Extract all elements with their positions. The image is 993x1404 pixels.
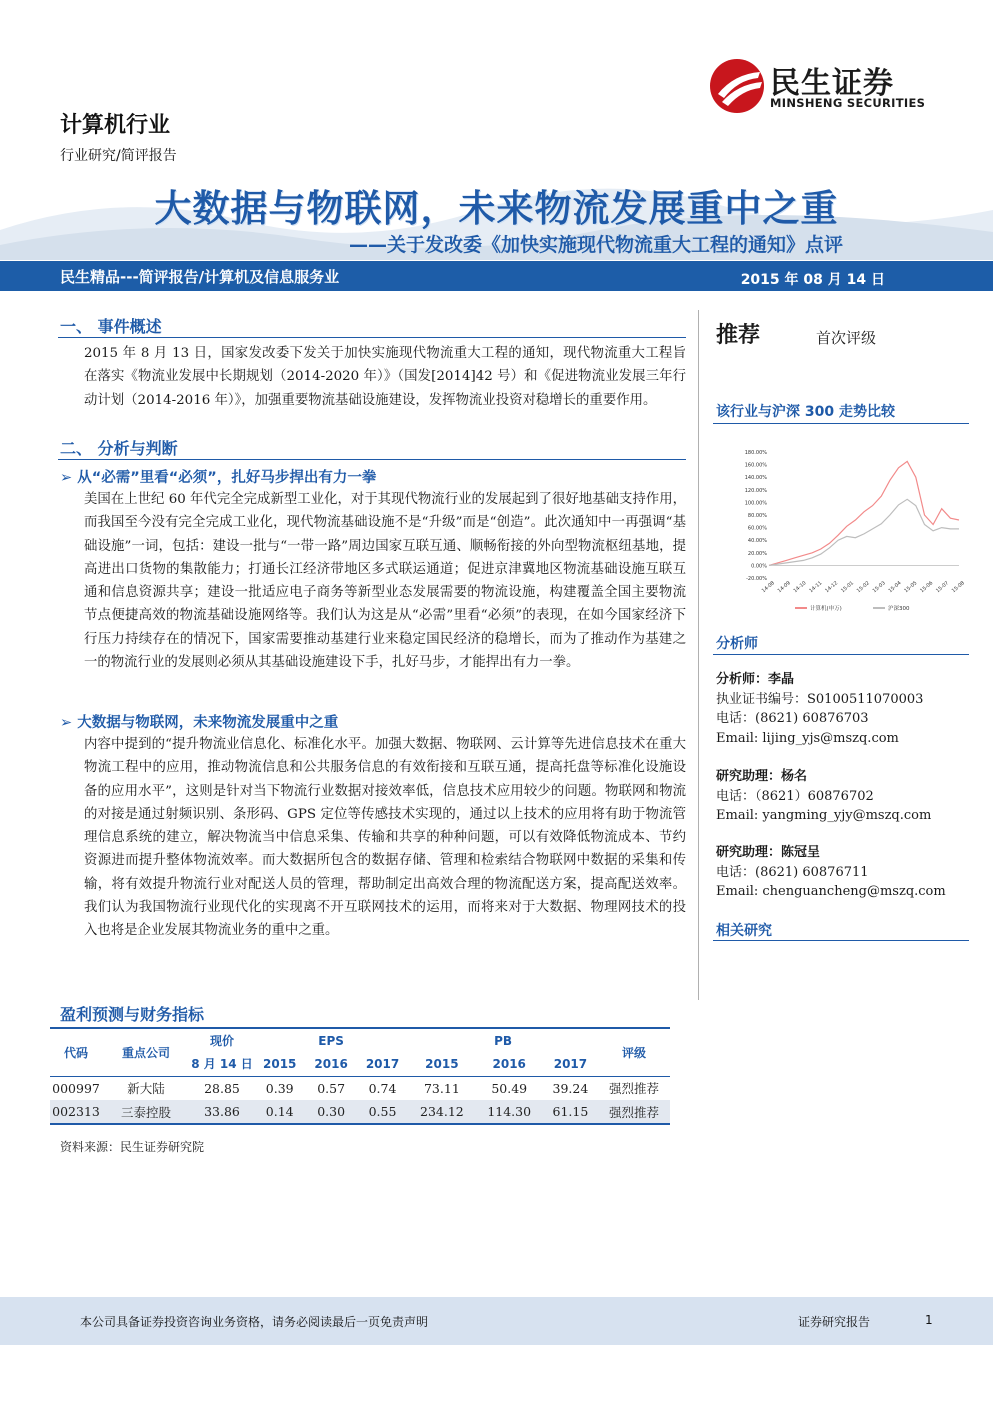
col-price: 现价 (209, 1034, 234, 1048)
cell-value: 0.74 (368, 1080, 397, 1096)
analyst-heading-rule (713, 654, 969, 655)
financial-table (50, 1027, 670, 1125)
y-tick-label: 140.00% (744, 475, 767, 482)
analyst-3-tel: 电话：(8621) 60876711 (716, 864, 869, 880)
col-pb: PB (494, 1033, 513, 1048)
x-tick-label: 15-03 (871, 580, 887, 595)
col-eps: EPS (318, 1033, 344, 1048)
logo-name-cn: 民生证券 (770, 66, 894, 101)
analyst-heading: 分析师 (716, 636, 758, 652)
col-company: 重点公司 (121, 1045, 170, 1060)
industry-label: 计算机行业 (60, 113, 171, 138)
analyst-1-tel: 电话：(8621) 60876703 (716, 711, 869, 726)
x-tick-label: 15-02 (855, 580, 871, 595)
cell-value: 39.24 (552, 1080, 589, 1096)
section-1-title: 一、 事件概述 (60, 317, 162, 336)
trend-chart (733, 440, 966, 620)
cell-rating: 强烈推荐 (608, 1104, 659, 1120)
y-tick-label: 40.00% (747, 538, 767, 545)
table-row (50, 1076, 670, 1100)
section-2-title: 二、 分析与判断 (60, 439, 178, 458)
cell-price: 28.85 (204, 1080, 240, 1096)
report-type: 行业研究/简评报告 (60, 148, 177, 164)
footer-label: 证券研究报告 (798, 1315, 871, 1329)
x-tick-label: 14-10 (792, 580, 808, 595)
analyst-2-tel: 电话：（8621）60876702 (716, 788, 874, 804)
y-tick-label: -20.00% (746, 576, 767, 582)
col-year: 2017 (553, 1056, 588, 1071)
cell-price: 33.86 (204, 1104, 240, 1119)
rating: 推荐 (716, 323, 761, 348)
analyst-1-cert: 执业证书编号：S0100511070003 (716, 691, 924, 707)
related-heading-rule (713, 940, 969, 941)
analyst-2-email[interactable]: Email: yangming_yjy@mszq.com (716, 808, 932, 823)
cell-code: 002313 (52, 1104, 100, 1119)
bullet-1-paragraph: 美国在上世纪 60 年代完全完成新型工业化，对于其现代物流行业的发展起到了很好地基础支持作用，而我国至今没有完全完成工业化，现代物流基础设施不是“升级”而是“创造”。此次通知中一再强调“基础设施”一词，包括：建设一批与“一带一路”周边国家互联互通、顺畅衔接的外向型物流枢纽基地，提高进出口货物的集散能力；打通长江经济带地区多式联运通道；促进京津冀地区物流基础设施互联互通和信息资源共享；建设一批适应电子商务等新型业态发展需要的物流设施，构建覆盖全国主要物流节点便捷高效的物流基础设施网络等。我们认为这是从“必需”里看“必须”的表现，在如今国家经济下行压力持续存在的情况下，国家需要推动基建行业来稳定国民经济的稳增长，而为了推动作为基建之一的物流行业的发展则必须从其基础设施建设下手，扎好马步，才能捍出有力一拳。 (84, 492, 686, 671)
y-tick-label: 120.00% (744, 487, 767, 494)
series-line-1 (769, 461, 959, 565)
section-1-paragraph: 2015 年 8 月 13 日，国家发改委下发关于加快实施现代物流重大工程的通知，现代物流重大工程旨在落实《物流业发展中长期规划（2014-2020 年）》（国发[2014]42 号）和《促进物流业发展三年行动计划（2014-2016 年）》，加强重要物流基础设施建设，发挥物流业投资对稳增长的重要作用。 (84, 346, 686, 408)
y-tick-label: 60.00% (747, 525, 767, 532)
bullet-2-paragraph: 内容中提到的“提升物流业信息化、标准化水平。加强大数据、物联网、云计算等先进信息技术在重大物流工程中的应用，推动物流信息和公共服务信息的有效衔接和互联互通，提高托盘等标准化设施设备的应用水平”，这则是针对当下物流行业数据对接效率低，信息技术应用较少的问题。物联网和物流的对接是通过射频识别、条形码、GPS 定位等传感技术实现的，通过以上技术的应用将有助于物流管理信息系统的建立，解决物流当中信息采集、传输和共享的种种问题，可以有效降低物流成本、节约资源进而提升整体物流效率。而大数据所包含的数据存储、管理和检索结合物联网中数据的采集和传输，将有效提升物流行业对配送人员的管理，帮助制定出高效合理的物流配送方案，提高配送效率。我们认为我国物流行业现代化的实现离不开互联网技术的运用，而将来对于大数据、物理网技术的投入也将是企业发展其物流业务的重中之重。 (84, 737, 686, 939)
legend-label: 计算机(申万) (810, 606, 842, 612)
x-tick-label: 14-08 (760, 580, 776, 595)
cell-value: 0.30 (317, 1104, 346, 1119)
bullet-2-title: ➢ 大数据与物联网，未来物流发展重中之重 (60, 715, 339, 731)
x-tick-label: 15-05 (903, 580, 919, 595)
col-year: 2015 (263, 1056, 297, 1071)
page-number: 1 (925, 1313, 933, 1327)
column-divider (698, 310, 699, 1000)
cell-value: 0.57 (317, 1080, 346, 1096)
cell-value: 61.15 (552, 1104, 589, 1119)
series-label: 民生精品---简评报告/计算机及信息服务业 (60, 268, 340, 286)
cell-value: 0.55 (368, 1104, 397, 1119)
cell-rating: 强烈推荐 (608, 1081, 659, 1097)
series-line-2 (769, 499, 959, 565)
section-2-rule (58, 459, 686, 460)
cell-company: 三泰控股 (120, 1104, 171, 1120)
x-tick-label: 15-04 (887, 580, 903, 595)
y-tick-label: 100.00% (744, 500, 767, 507)
cell-code: 000997 (52, 1080, 100, 1096)
y-tick-label: 80.00% (747, 513, 767, 519)
analyst-1-email[interactable]: Email: lijing_yjs@mszq.com (716, 730, 899, 746)
analyst-2 (716, 767, 931, 826)
analyst-1-role: 分析师：李晶 (716, 672, 795, 687)
report-date: 2015 年 08 月 14 日 (740, 272, 885, 288)
cell-company: 新大陆 (127, 1081, 165, 1097)
table-source: 资料来源：民生证券研究院 (60, 1140, 205, 1154)
col-rating: 评级 (621, 1045, 646, 1060)
x-tick-label: 15-01 (840, 580, 856, 595)
related-heading: 相关研究 (716, 923, 772, 939)
analyst-3 (716, 843, 946, 902)
y-tick-label: 160.00% (744, 462, 767, 469)
x-tick-label: 15-07 (935, 580, 951, 595)
analyst-1 (716, 670, 923, 748)
logo-name-en: MINSHENG SECURITIES (770, 96, 926, 110)
report-title: 大数据与物联网，未来物流发展重中之重 (154, 187, 839, 230)
x-tick-label: 14-11 (808, 580, 824, 595)
cell-value: 114.30 (487, 1104, 532, 1119)
section-1-rule (58, 337, 686, 338)
y-tick-label: 20.00% (747, 550, 767, 557)
bullet-1-title: ➢ 从“必需”里看“必须”，扎好马步捍出有力一拳 (60, 470, 377, 486)
x-tick-label: 15-06 (919, 580, 935, 595)
chart-heading: 该行业与沪深 300 走势比较 (716, 404, 895, 420)
cell-value: 234.12 (420, 1104, 464, 1119)
rating-sub: 首次评级 (816, 329, 877, 347)
legend-label: 沪深300 (888, 606, 910, 612)
cell-value: 0.14 (265, 1104, 294, 1119)
footer-disclaimer: 本公司具备证券投资咨询业务资格，请务必阅读最后一页免责声明 (80, 1315, 429, 1329)
x-tick-label: 14-12 (824, 580, 840, 595)
col-year: 2015 (425, 1056, 459, 1071)
chart-heading-rule (713, 423, 969, 424)
cell-value: 50.49 (491, 1080, 528, 1096)
col-year: 2016 (314, 1056, 348, 1071)
col-code: 代码 (63, 1045, 88, 1060)
analyst-2-role: 研究助理：杨名 (716, 769, 808, 784)
report-subtitle: ——关于发改委《加快实施现代物流重大工程的通知》点评 (348, 234, 843, 256)
cell-value: 73.11 (423, 1080, 460, 1096)
y-tick-label: 0.00% (751, 563, 767, 570)
analyst-3-role: 研究助理：陈冠呈 (716, 845, 821, 860)
col-price-date: 8 月 14 日 (191, 1057, 253, 1072)
y-tick-label: 180.00% (744, 450, 767, 456)
cell-value: 0.39 (265, 1080, 294, 1096)
col-year: 2017 (365, 1056, 400, 1071)
table-row (50, 1100, 670, 1124)
analyst-3-email[interactable]: Email: chenguancheng@mszq.com (716, 884, 946, 899)
x-tick-label: 15-08 (950, 580, 966, 595)
col-year: 2016 (492, 1056, 526, 1071)
x-tick-label: 14-09 (776, 580, 792, 595)
table-title: 盈利预测与财务指标 (60, 1005, 205, 1024)
